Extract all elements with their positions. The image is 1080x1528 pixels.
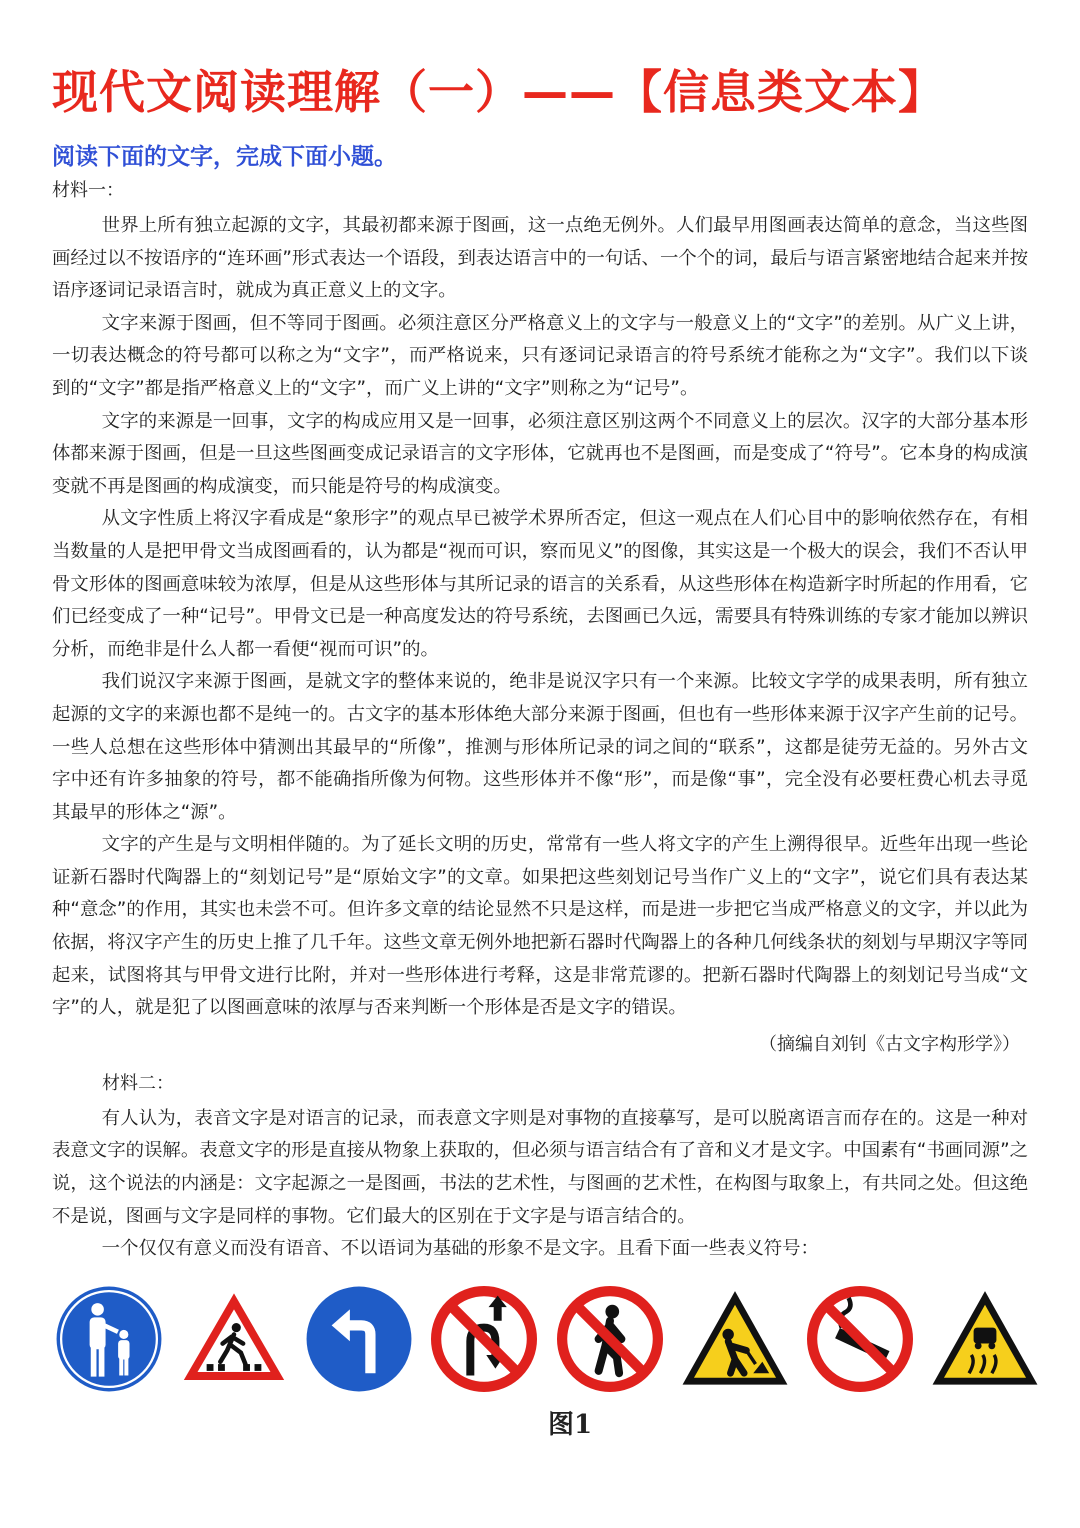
material-1-paragraph: 文字的产生是与文明相伴随的。为了延长文明的历史，常常有一些人将文字的产生上溯得很早。近些年出现一些论证新石器时代陶器上的“刻划记号”是“原始文字”的文章。如果把这些刻划记号当作广义上的“文字”，说它们具有表达某种“意念”的作用，其实也未尝不可。但许多文章的结论显然不只是这样，而是进一步把它当成严格意义的文字，并以此为依据，将汉字产生的历史上推了几千年。这些文章无例外地把新石器时代陶器上的各种几何线条状的刻划与早期汉字等同起来，试图将其与甲骨文进行比附，并对一些形体进行考释，这是非常荒谬的。把新石器时代陶器上的刻划记号当成“文字”的人，就是犯了以图画意味的浓厚与否来判断一个形体是否是文字的错误。 (52, 834, 1028, 1019)
material-1-paragraph: 文字来源于图画，但不等同于图画。必须注意区分严格意义上的文字与一般意义上的“文字”的差别。从广义上讲，一切表达概念的符号都可以称之为“文字”，而严格说来，只有逐词记录语言的符号系统才能称之为“文字”。我们以下谈到的“文字”都是指严格意义上的“文字”，而广义上讲的“文字”则称之为“记号”。 (52, 312, 1028, 399)
figure-caption: 图1 (547, 1409, 593, 1440)
pedestrian-path-sign-icon (52, 1282, 166, 1396)
material-1-label: 材料一： (52, 180, 124, 201)
page-title: 现代文阅读理解（一）——【信息类文本】 (52, 65, 945, 119)
material-2-paragraph: 有人认为，表音文字是对语言的记录，而表意文字则是对事物的直接摹写，是可以脱离语言而存在的。这是一种对表意文字的误解。表意文字的形是直接从物象上获取的，但必须与语言结合有了音和义才是文字。中国素有“书画同源”之说，这个说法的内涵是：文字起源之一是图画，书法的艺术性，与图画的艺术性，在构图与取象上，有共同之处。但这绝不是说，图画与文字是同样的事物。它们最大的区别在于文字是与语言结合的。 (52, 1107, 1028, 1227)
road-works-warning-sign-icon (678, 1282, 792, 1396)
material-1-paragraph: 我们说汉字来源于图画，是就文字的整体来说的，绝非是说汉字只有一个来源。比较文字学的成果表明，所有独立起源的文字的来源也都不是纯一的。古文字的基本形体绝大部分来源于图画，但也有一些形体来源于汉字产生前的记号。一些人总想在这些形体中猜测出其最早的“所像”，推测与形体所记录的词之间的“联系”，这都是徒劳无益的。另外古文字中还有许多抽象的符号，都不能确指所像为何物。这些形体并不像“形”，而是像“事”，完全没有必要枉费心机去寻觅其最早的形体之“源”。 (52, 671, 1028, 823)
material-1-paragraph: 世界上所有独立起源的文字，其最初都来源于图画，这一点绝无例外。人们最早用图画表达简单的意念，当这些图画经过以不按语序的“连环画”形式表达一个语段，到表达语言中的一句话、一个个的词，最后与语言紧密地结合起来并按语序逐词记录语言时，就成为真正意义上的文字。 (52, 215, 1028, 302)
material-2-paragraph: 一个仅仅有意义而没有语音、不以语词为基础的形象不是文字。且看下面一些表义符号： (101, 1238, 819, 1260)
no-smoking-sign-icon (803, 1282, 917, 1396)
sign-figure (52, 1280, 1042, 1398)
source-citation: （摘编自刘钊《古文字构形学》） (759, 1033, 1020, 1055)
document-page (52, 62, 1028, 1441)
instruction: 阅读下面的文字，完成下面小题。 (52, 144, 397, 170)
slippery-road-warning-sign-icon (928, 1282, 1042, 1396)
material-2-label: 材料二： (102, 1072, 174, 1094)
no-pedestrians-sign-icon (553, 1282, 667, 1396)
no-u-turn-sign-icon (427, 1282, 541, 1396)
material-1-paragraph: 从文字性质上将汉字看成是“象形字”的观点早已被学术界所否定，但这一观点在人们心目中的影响依然存在，有相当数量的人是把甲骨文当成图画看的，认为都是“视而可识，察而见义”的图像，其实这是一个极大的误会，我们不否认甲骨文形体的图画意味较为浓厚，但是从这些形体与其所记录的语言的关系看，从这些形体在构造新字时所起的作用看，它们已经变成了一种“记号”。甲骨文已是一种高度发达的符号系统，去图画已久远，需要具有特殊训练的专家才能加以辨识分析，而绝非是什么人都一看便“视而可识”的。 (52, 508, 1028, 660)
turn-left-sign-icon (302, 1282, 416, 1396)
material-1-paragraph: 文字的来源是一回事，文字的构成应用又是一回事，必须注意区别这两个不同意义上的层次。汉字的大部分基本形体都来源于图画，但是一旦这些图画变成记录语言的文字形体，它就再也不是图画，而是变成了“符号”。它本身的构成演变就不再是图画的构成演变，而只能是符号的构成演变。 (52, 410, 1028, 497)
pedestrian-crossing-warning-sign-icon (177, 1282, 291, 1396)
